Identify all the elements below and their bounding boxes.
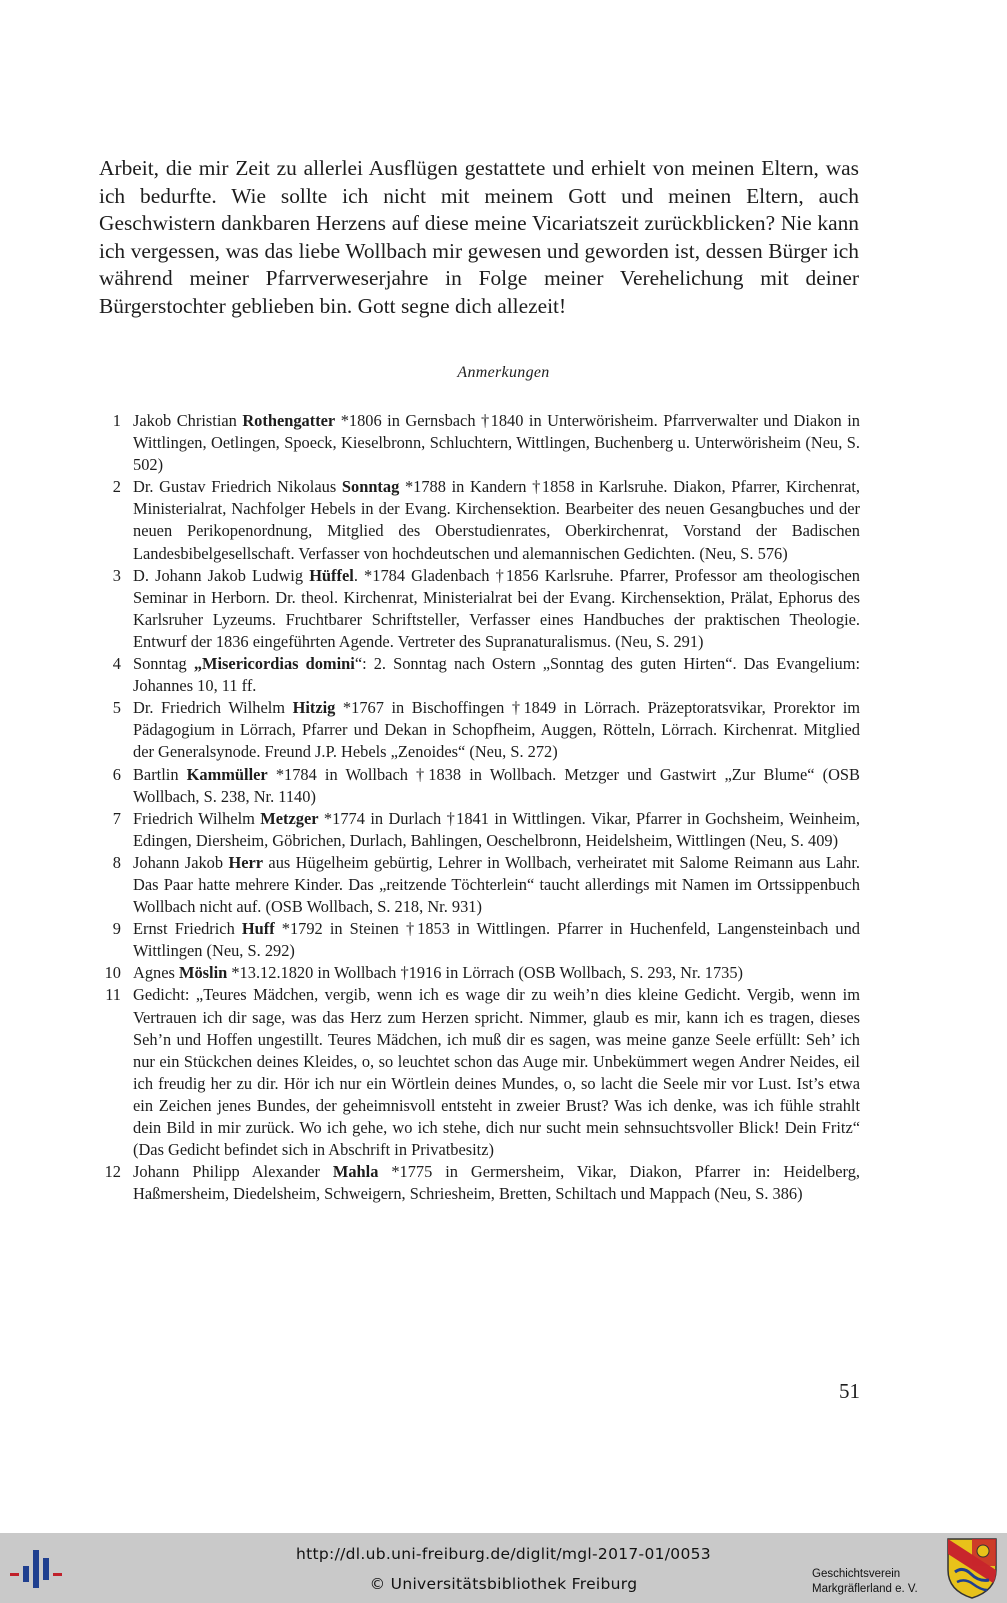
note-number: 8 <box>112 852 121 872</box>
note-name: Huff <box>241 919 275 939</box>
page-number: 51 <box>839 1379 860 1403</box>
note-item <box>99 852 860 918</box>
note-text: Friedrich Wilhelm Metzger *1774 in Durlach †1841 in Wittlingen. Vikar, Pfarrer in Gochsheim, Weinheim, Edingen, Diersheim, Göbrichen, Durlach, Bahlingen, Oeschelbronn, Heidelsheim, Wittlingen (Neu, S. 409) <box>133 808 860 850</box>
note-number: 1 <box>112 411 121 430</box>
note-number: 2 <box>112 477 121 497</box>
note-item <box>99 808 860 852</box>
note-item <box>99 653 860 697</box>
note-number: 12 <box>104 1162 121 1182</box>
note-name: Mahla <box>332 1162 379 1182</box>
note-text: Bartlin Kammüller *1784 in Wollbach †1838 in Wollbach. Metzger und Gastwirt „Zur Blume“ (OSB Wollbach, S. 238, Nr. 1140) <box>133 764 860 806</box>
note-text: Jakob Christian Rothengatter *1806 in Gernsbach †1840 in Unterwörisheim. Pfarrverwalter und Diakon in Wittlingen, Oetlingen, Spoeck, Kieselbronn, Schluchtern, Wittlingen, Buchenberg u. Unterwörisheim (Neu, S. 502) <box>133 411 861 475</box>
notes-list <box>99 410 860 1205</box>
note-name: Metzger <box>260 808 319 828</box>
notes-heading: Anmerkungen <box>457 364 550 381</box>
footer-copyright: © Universitätsbibliothek Freiburg <box>369 1575 638 1593</box>
note-text: Johann Philipp Alexander Mahla *1775 in Germersheim, Vikar, Diakon, Pfarrer in: Heidelberg, Haßmersheim, Diedelsheim, Schweigern, Schriesheim, Bretten, Schiltach und Mappach (Neu, S. 386) <box>133 1162 860 1204</box>
note-number: 11 <box>105 985 121 1005</box>
note-name: „Misericordias domini <box>193 654 355 674</box>
note-item <box>99 476 860 564</box>
note-name: Hitzig <box>292 698 336 718</box>
society-name <box>812 1567 942 1597</box>
coat-of-arms-icon <box>945 1536 999 1600</box>
society-line-1: Geschichtsverein <box>812 1568 901 1580</box>
note-item <box>99 962 860 984</box>
society-line-2: Markgräflerland e. V. <box>812 1583 918 1595</box>
note-number: 9 <box>112 919 121 939</box>
footer-bar <box>0 1533 1007 1603</box>
footer-url-link[interactable]: http://dl.ub.uni-freiburg.de/diglit/mgl-2017-01/0053 <box>296 1545 711 1563</box>
note-text: Ernst Friedrich Huff *1792 in Steinen †1853 in Wittlingen. Pfarrer in Huchenfeld, Langensteinbach und Wittlingen (Neu, S. 292) <box>133 919 860 961</box>
note-name: Möslin <box>178 963 228 983</box>
intro-paragraph: Arbeit, die mir Zeit zu allerlei Ausflügen gestattete und erhielt von meinen Eltern, was ich bedurfte. Wie sollte ich nicht mit meinem Gott und meinen Eltern, auch Geschwistern dankbaren Herzens auf diese meine Vicariatszeit zurückblicken? Nie kann ich vergessen, was das liebe Wollbach mir gewesen und geworden ist, dessen Bürger ich während meiner Pfarrverweserjahre in Folge meiner Verehelichung mit deiner Bürgerstochter geblieben bin. Gott segne dich allezeit! <box>99 156 859 318</box>
note-item <box>99 697 860 763</box>
note-number: 5 <box>112 698 121 718</box>
note-item <box>99 918 860 962</box>
note-name: Sonntag <box>341 477 400 497</box>
note-name: Hüffel <box>309 565 354 585</box>
note-number: 3 <box>112 565 121 585</box>
note-item <box>99 565 860 653</box>
note-text: Sonntag „Misericordias domini“: 2. Sonntag nach Ostern „Sonntag des guten Hirten“. Das Evangelium: Johannes 10, 11 ff. <box>133 654 861 696</box>
note-text: Dr. Friedrich Wilhelm Hitzig *1767 in Bischoffingen †1849 in Lörrach. Präzeptoratsvikar, Prorektor im Pädagogium in Lörrach, Pfarrer und Dekan in Schopfheim, Auggen, Rötteln, Lörrach. Kirchenrat. Mitglied der Generalsynode. Freund J.P. Hebels „Zenoides“ (Neu, S. 272) <box>133 698 860 762</box>
note-number: 7 <box>112 808 121 828</box>
note-text: Gedicht: „Teures Mädchen, vergib, wenn ich es wage dir zu weih’n dies kleine Gedicht. Vergib, wenn im Vertrauen ich dir sage, was das Herz zum Herzen spricht. Nimmer, glaub es mir, kann ich es tragen, dieses Seh’n und Hoffen ungestillt. Teures Mädchen, ich muß dir es sagen, was meine ganze Seele erfüllt: Seh’ ich nur ein Stückchen deines Kleides, o, so leuchtet schon das Auge mir. Unbekümmert wegen Andrer Neides, eil ich freudig her zu dir. Hör ich nur ein Wörtlein deines Mundes, o, so lacht die Seele mir vor Lust. Ist’s etwa ein Zeichen jenes Bundes, der geheimnisvoll entsteht in zweier Brust? Was ich denke, was ich fühle strahlt dein Bild in mir zurück. Wo ich gehe, wo ich stehe, dich nur sucht mein sehnsuchtsvoller Blick! Dein Fritz“ (Das Gedicht befindet sich in Abschrift in Privatbesitz) <box>133 985 860 1160</box>
note-item <box>99 764 860 808</box>
note-text: Agnes Möslin *13.12.1820 in Wollbach †1916 in Lörrach (OSB Wollbach, S. 293, Nr. 1735) <box>133 963 744 983</box>
note-text: Johann Jakob Herr aus Hügelheim gebürtig, Lehrer in Wollbach, verheiratet mit Salome Reimann aus Lahr. Das Paar hatte mehrere Kinder. Das „reitzende Töchterlein“ taucht allerdings mit Namen im Ortssippenbuch Wollbach nicht auf. (OSB Wollbach, S. 218, Nr. 931) <box>133 852 860 917</box>
note-number: 6 <box>112 764 121 784</box>
note-text: D. Johann Jakob Ludwig Hüffel. *1784 Gladenbach †1856 Karlsruhe. Pfarrer, Professor am theologischen Seminar in Herborn. Dr. theol. Kirchenrat, Ministerialrat bei der Evang. Kirchensektion, Prälat, Ephorus des Karlsruher Lyzeums. Fruchtbarer Schriftsteller, Verfasser eines Handbuches der praktischen Theologie. Entwurf der 1836 eingeführten Agende. Vertreter des Supranaturalismus. (Neu, S. 291) <box>133 565 860 651</box>
note-name: Rothengatter <box>242 411 336 430</box>
note-item <box>99 410 860 476</box>
note-number: 10 <box>104 963 121 983</box>
note-name: Kammüller <box>186 764 268 784</box>
note-name: Herr <box>228 852 264 872</box>
note-text: Dr. Gustav Friedrich Nikolaus Sonntag *1788 in Kandern †1858 in Karlsruhe. Diakon, Pfarrer, Kirchenrat, Ministerialrat, Nachfolger Hebels in der Evang. Kirchensektion. Bearbeiter des neuen Gesangbuches und der neuen Perikopenordnung, Mitglied des Oberstudienrates, Oberkirchenrat, Vorstand der Badischen Landesbibelgesellschaft. Verfasser von hochdeutschen und alemannischen Gedichten. (Neu, S. 576) <box>133 477 861 563</box>
note-item <box>99 1161 860 1205</box>
note-number: 4 <box>112 654 121 674</box>
note-item <box>99 984 860 1161</box>
